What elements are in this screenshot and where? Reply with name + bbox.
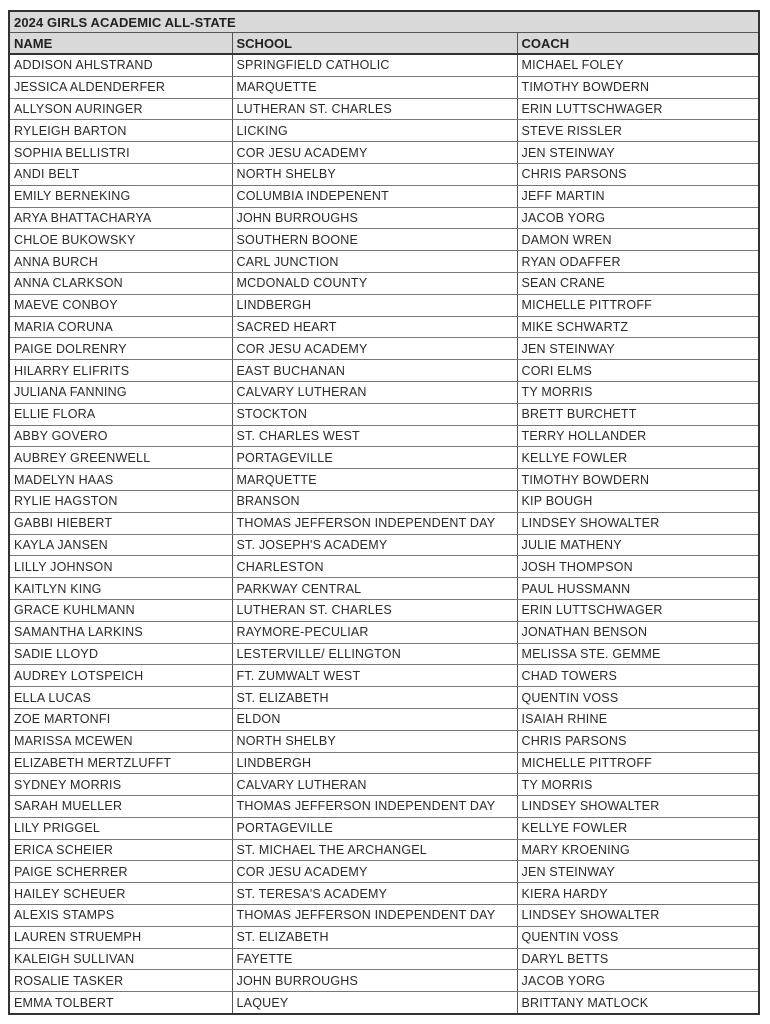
- table-row: [10, 316, 758, 338]
- cell-coach: TY MORRIS: [517, 774, 758, 796]
- roster-body: [10, 54, 758, 1013]
- cell-school: COR JESU ACADEMY: [232, 338, 517, 360]
- cell-school: ST. ELIZABETH: [232, 926, 517, 948]
- cell-coach: CHRIS PARSONS: [517, 163, 758, 185]
- table-row: [10, 207, 758, 229]
- cell-coach: MICHELLE PITTROFF: [517, 294, 758, 316]
- cell-school: LUTHERAN ST. CHARLES: [232, 599, 517, 621]
- cell-coach: JEN STEINWAY: [517, 142, 758, 164]
- cell-coach: JACOB YORG: [517, 970, 758, 992]
- cell-coach: JACOB YORG: [517, 207, 758, 229]
- cell-name: SOPHIA BELLISTRI: [10, 142, 232, 164]
- cell-coach: SEAN CRANE: [517, 272, 758, 294]
- table-row: [10, 425, 758, 447]
- cell-name: AUBREY GREENWELL: [10, 447, 232, 469]
- cell-name: GABBI HIEBERT: [10, 512, 232, 534]
- table-row: [10, 512, 758, 534]
- cell-coach: KELLYE FOWLER: [517, 447, 758, 469]
- cell-school: FT. ZUMWALT WEST: [232, 665, 517, 687]
- cell-school: JOHN BURROUGHS: [232, 970, 517, 992]
- cell-coach: MICHAEL FOLEY: [517, 54, 758, 76]
- cell-name: ELIZABETH MERTZLUFFT: [10, 752, 232, 774]
- cell-coach: ISAIAH RHINE: [517, 708, 758, 730]
- cell-coach: JULIE MATHENY: [517, 534, 758, 556]
- table-row: [10, 229, 758, 251]
- cell-school: ST. ELIZABETH: [232, 687, 517, 709]
- cell-school: ST. JOSEPH'S ACADEMY: [232, 534, 517, 556]
- cell-coach: KELLYE FOWLER: [517, 817, 758, 839]
- roster-sheet: [8, 10, 760, 1015]
- cell-coach: BRETT BURCHETT: [517, 403, 758, 425]
- table-row: [10, 817, 758, 839]
- cell-name: PAIGE DOLRENRY: [10, 338, 232, 360]
- table-row: [10, 469, 758, 491]
- cell-name: LAUREN STRUEMPH: [10, 926, 232, 948]
- cell-name: GRACE KUHLMANN: [10, 599, 232, 621]
- cell-school: PORTAGEVILLE: [232, 817, 517, 839]
- cell-coach: MICHELLE PITTROFF: [517, 752, 758, 774]
- cell-school: FAYETTE: [232, 948, 517, 970]
- cell-coach: ERIN LUTTSCHWAGER: [517, 98, 758, 120]
- cell-school: LAQUEY: [232, 992, 517, 1013]
- cell-school: SOUTHERN BOONE: [232, 229, 517, 251]
- table-row: [10, 76, 758, 98]
- cell-name: ZOE MARTONFI: [10, 708, 232, 730]
- table-row: [10, 774, 758, 796]
- cell-school: BRANSON: [232, 490, 517, 512]
- cell-school: MARQUETTE: [232, 76, 517, 98]
- cell-name: ALEXIS STAMPS: [10, 905, 232, 927]
- cell-school: MARQUETTE: [232, 469, 517, 491]
- cell-name: JULIANA FANNING: [10, 381, 232, 403]
- table-row: [10, 796, 758, 818]
- table-row: [10, 708, 758, 730]
- cell-school: PORTAGEVILLE: [232, 447, 517, 469]
- cell-coach: JEN STEINWAY: [517, 861, 758, 883]
- cell-name: HILARRY ELIFRITS: [10, 360, 232, 382]
- table-row: [10, 992, 758, 1013]
- table-row: [10, 883, 758, 905]
- cell-name: ALLYSON AURINGER: [10, 98, 232, 120]
- cell-coach: KIERA HARDY: [517, 883, 758, 905]
- table-row: [10, 294, 758, 316]
- cell-school: ELDON: [232, 708, 517, 730]
- cell-school: LESTERVILLE/ ELLINGTON: [232, 643, 517, 665]
- cell-school: LINDBERGH: [232, 294, 517, 316]
- cell-name: ARYA BHATTACHARYA: [10, 207, 232, 229]
- cell-coach: LINDSEY SHOWALTER: [517, 796, 758, 818]
- cell-name: JESSICA ALDENDERFER: [10, 76, 232, 98]
- cell-name: SARAH MUELLER: [10, 796, 232, 818]
- cell-name: MADELYN HAAS: [10, 469, 232, 491]
- cell-coach: LINDSEY SHOWALTER: [517, 905, 758, 927]
- cell-name: ELLA LUCAS: [10, 687, 232, 709]
- cell-coach: STEVE RISSLER: [517, 120, 758, 142]
- cell-name: KALEIGH SULLIVAN: [10, 948, 232, 970]
- header-row: [10, 33, 758, 55]
- table-row: [10, 643, 758, 665]
- table-row: [10, 534, 758, 556]
- cell-name: ADDISON AHLSTRAND: [10, 54, 232, 76]
- cell-name: RYLIE HAGSTON: [10, 490, 232, 512]
- cell-school: LICKING: [232, 120, 517, 142]
- cell-school: PARKWAY CENTRAL: [232, 578, 517, 600]
- cell-school: COR JESU ACADEMY: [232, 142, 517, 164]
- cell-name: ANDI BELT: [10, 163, 232, 185]
- cell-name: ANNA BURCH: [10, 251, 232, 273]
- cell-name: LILY PRIGGEL: [10, 817, 232, 839]
- cell-coach: RYAN ODAFFER: [517, 251, 758, 273]
- cell-name: SYDNEY MORRIS: [10, 774, 232, 796]
- table-row: [10, 905, 758, 927]
- table-row: [10, 360, 758, 382]
- cell-school: EAST BUCHANAN: [232, 360, 517, 382]
- cell-school: MCDONALD COUNTY: [232, 272, 517, 294]
- table-row: [10, 665, 758, 687]
- cell-name: MAEVE CONBOY: [10, 294, 232, 316]
- cell-school: CALVARY LUTHERAN: [232, 381, 517, 403]
- table-row: [10, 447, 758, 469]
- table-row: [10, 490, 758, 512]
- cell-school: ST. MICHAEL THE ARCHANGEL: [232, 839, 517, 861]
- table-row: [10, 687, 758, 709]
- title-row: [10, 12, 758, 33]
- cell-school: ST. CHARLES WEST: [232, 425, 517, 447]
- table-row: [10, 163, 758, 185]
- cell-coach: JEFF MARTIN: [517, 185, 758, 207]
- cell-coach: DAMON WREN: [517, 229, 758, 251]
- cell-school: RAYMORE-PECULIAR: [232, 621, 517, 643]
- cell-name: EMMA TOLBERT: [10, 992, 232, 1013]
- cell-name: ABBY GOVERO: [10, 425, 232, 447]
- table-row: [10, 861, 758, 883]
- cell-coach: MIKE SCHWARTZ: [517, 316, 758, 338]
- table-row: [10, 948, 758, 970]
- cell-coach: TIMOTHY BOWDERN: [517, 76, 758, 98]
- cell-school: COLUMBIA INDEPENENT: [232, 185, 517, 207]
- cell-name: MARIA CORUNA: [10, 316, 232, 338]
- table-row: [10, 926, 758, 948]
- table-row: [10, 578, 758, 600]
- cell-name: LILLY JOHNSON: [10, 556, 232, 578]
- cell-school: THOMAS JEFFERSON INDEPENDENT DAY: [232, 796, 517, 818]
- table-row: [10, 142, 758, 164]
- cell-name: ANNA CLARKSON: [10, 272, 232, 294]
- table-row: [10, 621, 758, 643]
- table-row: [10, 381, 758, 403]
- cell-coach: CHAD TOWERS: [517, 665, 758, 687]
- cell-school: JOHN BURROUGHS: [232, 207, 517, 229]
- cell-coach: DARYL BETTS: [517, 948, 758, 970]
- cell-school: LINDBERGH: [232, 752, 517, 774]
- cell-name: CHLOE BUKOWSKY: [10, 229, 232, 251]
- cell-school: SACRED HEART: [232, 316, 517, 338]
- cell-name: ROSALIE TASKER: [10, 970, 232, 992]
- table-row: [10, 599, 758, 621]
- cell-coach: ERIN LUTTSCHWAGER: [517, 599, 758, 621]
- cell-school: NORTH SHELBY: [232, 730, 517, 752]
- cell-name: ERICA SCHEIER: [10, 839, 232, 861]
- cell-school: CALVARY LUTHERAN: [232, 774, 517, 796]
- cell-name: RYLEIGH BARTON: [10, 120, 232, 142]
- cell-name: EMILY BERNEKING: [10, 185, 232, 207]
- table-row: [10, 730, 758, 752]
- cell-coach: QUENTIN VOSS: [517, 687, 758, 709]
- cell-coach: KIP BOUGH: [517, 490, 758, 512]
- cell-coach: CHRIS PARSONS: [517, 730, 758, 752]
- table-row: [10, 272, 758, 294]
- cell-school: LUTHERAN ST. CHARLES: [232, 98, 517, 120]
- table-row: [10, 185, 758, 207]
- cell-name: PAIGE SCHERRER: [10, 861, 232, 883]
- table-row: [10, 403, 758, 425]
- column-header-name: NAME: [10, 33, 232, 55]
- cell-coach: MELISSA STE. GEMME: [517, 643, 758, 665]
- cell-coach: BRITTANY MATLOCK: [521, 995, 649, 1010]
- cell-school: NORTH SHELBY: [232, 163, 517, 185]
- table-row: [10, 752, 758, 774]
- table-row: [10, 54, 758, 76]
- cell-school: SPRINGFIELD CATHOLIC: [232, 54, 517, 76]
- cell-coach: TY MORRIS: [517, 381, 758, 403]
- cell-name: SAMANTHA LARKINS: [10, 621, 232, 643]
- cell-school: STOCKTON: [232, 403, 517, 425]
- cell-coach: JEN STEINWAY: [517, 338, 758, 360]
- cell-coach: CORI ELMS: [517, 360, 758, 382]
- cell-coach: JONATHAN BENSON: [517, 621, 758, 643]
- cell-coach: PAUL HUSSMANN: [517, 578, 758, 600]
- table-row: [10, 556, 758, 578]
- cell-school: CHARLESTON: [232, 556, 517, 578]
- cell-school: CARL JUNCTION: [232, 251, 517, 273]
- column-header-school: SCHOOL: [232, 33, 517, 55]
- cell-name: MARISSA MCEWEN: [10, 730, 232, 752]
- cell-name: ELLIE FLORA: [10, 403, 232, 425]
- table-row: [10, 839, 758, 861]
- cell-school: COR JESU ACADEMY: [232, 861, 517, 883]
- cell-coach: QUENTIN VOSS: [517, 926, 758, 948]
- table-row: [10, 120, 758, 142]
- column-header-coach: COACH: [517, 33, 758, 55]
- roster-table: [10, 12, 758, 1013]
- table-row: [10, 338, 758, 360]
- table-row: [10, 970, 758, 992]
- table-title: 2024 GIRLS ACADEMIC ALL-STATE: [10, 12, 758, 33]
- cell-school: ST. TERESA'S ACADEMY: [232, 883, 517, 905]
- cell-coach: TIMOTHY BOWDERN: [517, 469, 758, 491]
- cell-name: KAYLA JANSEN: [10, 534, 232, 556]
- cell-coach: LINDSEY SHOWALTER: [517, 512, 758, 534]
- cell-name: KAITLYN KING: [10, 578, 232, 600]
- cell-name: HAILEY SCHEUER: [10, 883, 232, 905]
- table-row: [10, 98, 758, 120]
- cell-coach: MARY KROENING: [517, 839, 758, 861]
- cell-name: SADIE LLOYD: [10, 643, 232, 665]
- cell-name: AUDREY LOTSPEICH: [10, 665, 232, 687]
- table-row: [10, 251, 758, 273]
- cell-coach: JOSH THOMPSON: [517, 556, 758, 578]
- cell-school: THOMAS JEFFERSON INDEPENDENT DAY: [232, 512, 517, 534]
- cell-school: THOMAS JEFFERSON INDEPENDENT DAY: [232, 905, 517, 927]
- cell-coach: TERRY HOLLANDER: [517, 425, 758, 447]
